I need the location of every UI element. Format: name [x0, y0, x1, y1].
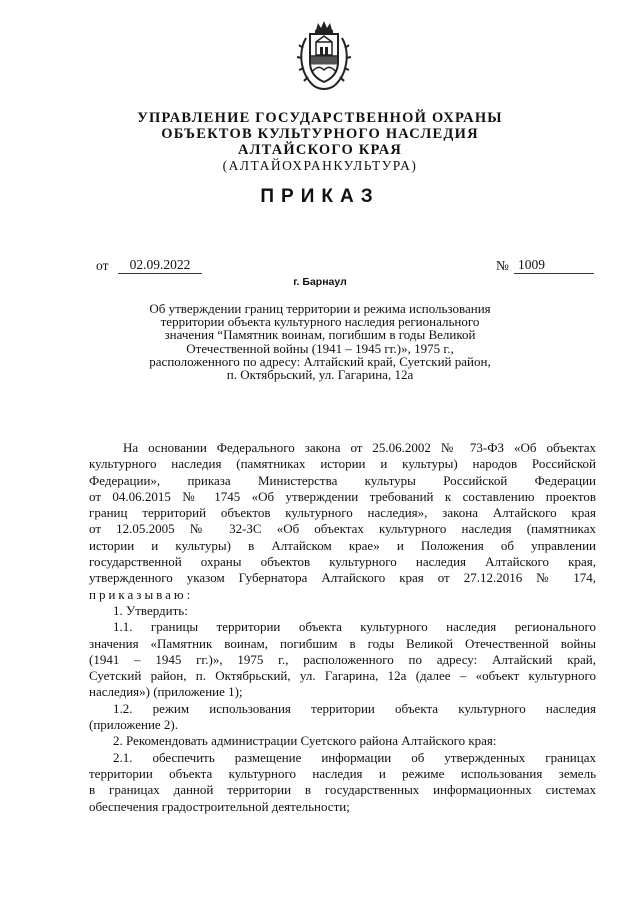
subject-line: п. Октябрьский, ул. Гагарина, 12а [226, 367, 414, 383]
org-name-line-2: ОБЪЕКТОВ КУЛЬТУРНОГО НАСЛЕДИЯ [161, 126, 479, 142]
org-short-name: (АЛТАЙОХРАНКУЛЬТУРА) [222, 158, 418, 173]
preamble-line: от 04.06.2015 № 1745 «Об утверждении требований к составлению проектов [89, 488, 596, 504]
altai-coat-of-arms-icon [296, 18, 352, 94]
subject-line: Об утверждении границ территории и режима использования [149, 301, 491, 316]
preamble-line: государственной охраны объектов культурного наследия Алтайского края, [89, 554, 596, 570]
item-2-1-line: в границах данной территории в государственных информационных системах [89, 782, 596, 798]
item-2: 2. Рекомендовать администрации Суетского района Алтайского края: [113, 733, 497, 749]
city-name: г. Барнаул [293, 276, 347, 288]
subject-line: Отечественной войны (1941 – 1945 гг.)», 1975 г., [186, 340, 454, 356]
item-1-2-line: 1.2. режим использования территории объекта культурного наследия [113, 700, 596, 716]
org-name-line-3: АЛТАЙСКОГО КРАЯ [237, 142, 403, 158]
subject-line: территории объекта культурного наследия регионального [160, 314, 480, 330]
subject-line: значения “Памятник воинам, погибшим в годы Великой [164, 327, 476, 343]
item-1-1-line: значения «Памятник воинам, погибшим в годы Великой Отечественной войны [89, 635, 596, 651]
item-2-1-line: обеспечения градостроительной деятельности; [89, 798, 350, 814]
document-subject [130, 302, 510, 381]
preamble-line: границ территорий объектов культурного наследия», закона Алтайского края [89, 505, 596, 521]
item-2-1-line: территории объекта культурного наследия и режиме использования земель [89, 765, 596, 781]
preamble-line: от 12.05.2005 № 32-ЗС «Об объектах культурного наследия (памятниках [89, 521, 596, 537]
item-1: 1. Утвердить: [113, 602, 188, 618]
preamble-line: культурного наследия (памятниках истории и культуры) народов Российской [89, 456, 596, 472]
preamble-line: утвержденного указом Губернатора Алтайского края от 27.12.2016 № 174, [89, 570, 596, 586]
item-1-2-line: (приложение 2). [89, 717, 179, 733]
item-1-1-line: (1941 – 1945 гг.)», 1975 г., расположенного по адресу: Алтайский край, [89, 651, 596, 667]
document-date: 02.09.2022 [118, 256, 202, 274]
preamble-line: Федерации», приказа Министерства культуры Российской Федерации [89, 472, 596, 488]
document-body [89, 440, 596, 815]
item-1-1-line: наследия») (приложение 1); [89, 684, 243, 700]
preamble-line: На основании Федерального закона от 25.06.2002 № 73-ФЗ «Об объектах [123, 440, 596, 455]
number-label: № [496, 258, 509, 273]
document-type-title: ПРИКАЗ [260, 186, 380, 207]
subject-line: расположенного по адресу: Алтайский край, Суетский район, [149, 353, 491, 369]
date-label: от [96, 258, 109, 273]
preamble-line: истории и культуры) в Алтайском крае» и Положения об управлении [89, 537, 596, 553]
item-2-1-line: 2.1. обеспечить размещение информации об утвержденных границах [113, 749, 596, 765]
item-1-1-line: Суетский район, п. Октябрьский, ул. Гагарина, 12а (далее – «объект культурного [89, 668, 596, 684]
item-1-1-line: 1.1. границы территории объекта культурного наследия регионального [113, 619, 596, 635]
order-word: приказываю: [89, 586, 194, 602]
document-number: 1009 [514, 256, 594, 274]
org-name-line-1: УПРАВЛЕНИЕ ГОСУДАРСТВЕННОЙ ОХРАНЫ [137, 110, 503, 126]
